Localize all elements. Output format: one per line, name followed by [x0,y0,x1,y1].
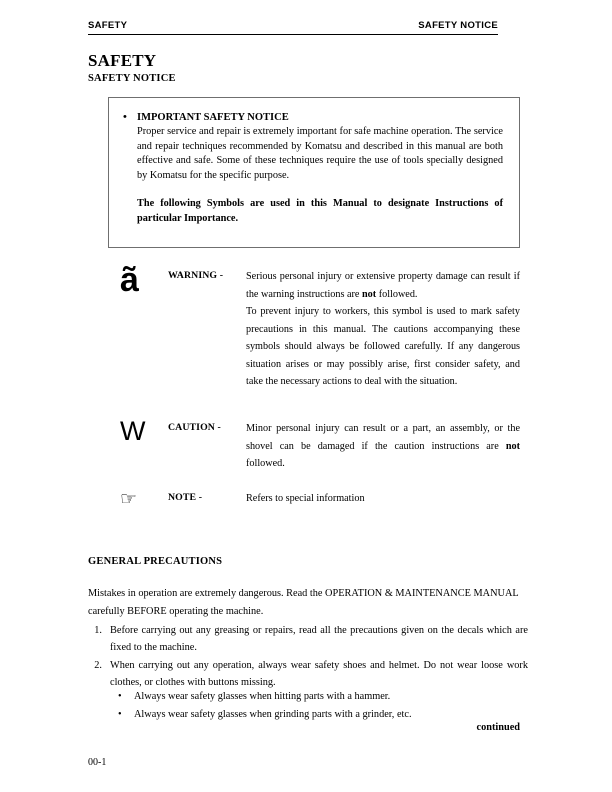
running-header [88,20,498,31]
pointing-hand-icon: ☞ [120,488,138,510]
notice-heading: IMPORTANT SAFETY NOTICE [137,112,289,123]
list-item [88,622,528,657]
caution-text-line-1: Minor personal injury can result or a part, an assembly, or the shovel can be damaged if the caution instructions are not followed. [246,423,520,470]
important-safety-notice-box [108,97,520,248]
caution-symbol: W [120,416,146,446]
running-header-left: SAFETY [88,20,128,31]
warning-triangle-symbol: ã [120,261,139,299]
bullet-icon: • [118,691,122,702]
note-text-line-1: Refers to special information [246,493,365,504]
footer-page-number: 00-1 [88,757,107,768]
warning-text [246,268,520,391]
list-item-text: Before carrying out any greasing or repairs, read all the precautions given on the decals which are fixed to the machine. [110,625,528,654]
caution-text [246,420,520,473]
general-precautions-numbered-list [88,622,528,691]
page-subtitle: SAFETY NOTICE [88,73,176,84]
list-item-marker: 2. [94,659,102,671]
notice-paragraph: Proper service and repair is extremely important for safe machine operation. The service and repair techniques recommended by Komatsu and described in this manual are both effective and safe. Some of these techniques require the use of tools specially designed by Komatsu for the specific purpose. [137,126,503,181]
warning-text-line-1: Serious personal injury or extensive property damage can result if the warning instructions are not followed. [246,271,520,300]
warning-text-line-2: To prevent injury to workers, this symbol is used to mark safety precautions in this manual. The cautions accompanying these symbols should always be followed carefully. If any dangerous situation arises or may possibly arise, first consider safety, and take the necessary actions to deal with the situation. [246,306,520,388]
list-item-text: Always wear safety glasses when grinding parts with a grinder, etc. [134,708,412,720]
general-precautions-bullet-list [118,688,518,723]
list-item-text: When carrying out any operation, always wear safety shoes and helmet. Do not wear loose work clothes, or clothes with buttons missing. [110,659,528,688]
general-precautions-intro: Mistakes in operation are extremely dangerous. Read the OPERATION & MAINTENANCE MANUAL carefully BEFORE operating the machine. [88,588,519,617]
list-item-marker: 1. [94,625,102,636]
notice-heading-row [123,112,503,123]
general-precautions-heading: GENERAL PRECAUTIONS [88,556,223,567]
bullet-icon: • [123,111,127,123]
header-rule [88,34,498,35]
bullet-icon: • [118,708,122,720]
warning-label: WARNING - [168,270,224,281]
note-label: NOTE - [168,492,203,503]
list-item [118,688,518,706]
continued-marker: continued [476,722,520,733]
caution-symbol-row [108,416,520,473]
warning-symbol-row [108,261,520,391]
note-symbol-row [108,490,520,509]
list-item-text: Always wear safety glasses when hitting parts with a hammer. [134,691,391,702]
list-item [118,706,518,724]
note-text [246,490,520,508]
page-title: SAFETY [88,51,157,70]
running-header-right: SAFETY NOTICE [418,20,498,31]
list-item [88,657,528,692]
notice-paragraph-bold: The following Symbols are used in this Manual to designate Instructions of particular Importance. [137,198,503,225]
caution-label: CAUTION - [168,422,221,433]
